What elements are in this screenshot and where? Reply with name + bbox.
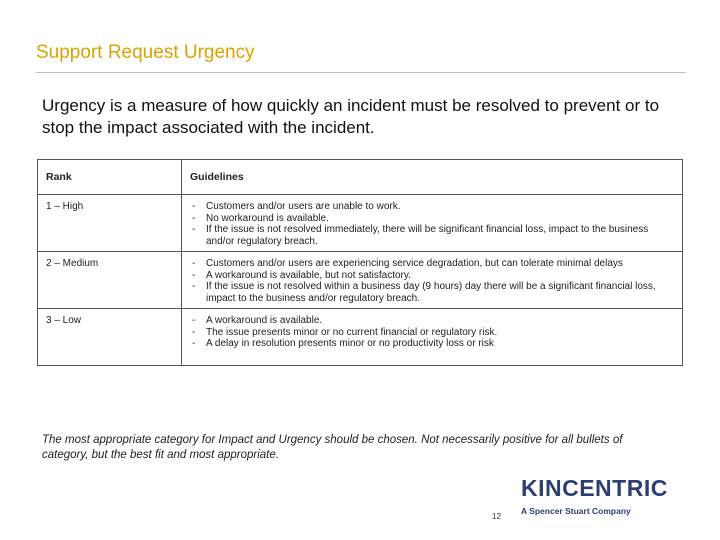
- table-row: [38, 252, 683, 309]
- guidelines-cell: [182, 195, 683, 252]
- list-item: - No workaround is available.: [190, 213, 674, 225]
- rank-cell: 3 – Low: [38, 309, 182, 366]
- list-item: - If the issue is not resolved immediately, there will be significant financial loss, impact to the business and/or regulatory breach.: [190, 224, 674, 247]
- guidelines-cell: [182, 309, 683, 366]
- kincentric-logo: [521, 476, 706, 518]
- table-header-row: [38, 160, 683, 195]
- title-divider: [36, 72, 686, 73]
- list-item: - The issue presents minor or no current financial or regulatory risk.: [190, 327, 674, 339]
- list-item: - Customers and/or users are unable to work.: [190, 201, 674, 213]
- guidelines-list: [190, 201, 674, 247]
- rank-cell: 2 – Medium: [38, 252, 182, 309]
- logo-wordmark: KINCENTRIC: [521, 475, 668, 501]
- header-rank: Rank: [38, 160, 182, 195]
- list-item: - A delay in resolution presents minor or no productivity loss or risk: [190, 338, 674, 350]
- header-guidelines: Guidelines: [182, 160, 683, 195]
- guidelines-list: [190, 258, 674, 304]
- table-row: [38, 195, 683, 252]
- urgency-table: [37, 159, 683, 366]
- intro-text: Urgency is a measure of how quickly an incident must be resolved to prevent or to stop the impact associated with the incident.: [42, 96, 660, 137]
- footnote-text: The most appropriate category for Impact and Urgency should be chosen. Not necessarily positive for all bullets of category, but the best fit and most appropriate.: [42, 434, 623, 461]
- rank-cell: 1 – High: [38, 195, 182, 252]
- table-row: [38, 309, 683, 366]
- slide-title: Support Request Urgency: [36, 42, 255, 63]
- list-item: - A workaround is available.: [190, 315, 674, 327]
- guidelines-list: [190, 315, 674, 350]
- list-item: - A workaround is available, but not satisfactory.: [190, 270, 674, 282]
- list-item: - If the issue is not resolved within a business day (9 hours) day there will be a significant financial loss, impact to the business and/or regulatory breach.: [190, 281, 674, 304]
- list-item: - Customers and/or users are experiencing service degradation, but can tolerate minimal delays: [190, 258, 674, 270]
- page-number: 12: [492, 512, 501, 521]
- logo-tagline: A Spencer Stuart Company: [521, 506, 631, 516]
- guidelines-cell: [182, 252, 683, 309]
